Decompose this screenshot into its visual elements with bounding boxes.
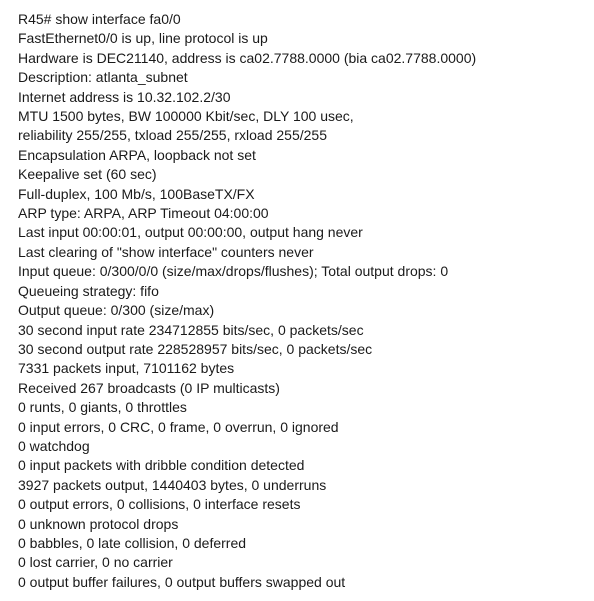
- input-rate-line: 30 second input rate 234712855 bits/sec, 0 packets/sec: [18, 321, 364, 338]
- packets-input-line: 7331 packets input, 7101162 bytes: [18, 360, 235, 377]
- description-line: Description: atlanta_subnet: [18, 69, 188, 86]
- input-errors-line: 0 input errors, 0 CRC, 0 frame, 0 overrun, 0 ignored: [18, 418, 339, 435]
- carrier-line: 0 lost carrier, 0 no carrier: [18, 554, 173, 571]
- mtu-line: MTU 1500 bytes, BW 100000 Kbit/sec, DLY 100 usec,: [18, 108, 354, 125]
- interface-status-line: FastEthernet0/0 is up, line protocol is up: [18, 30, 268, 47]
- queueing-strategy-line: Queueing strategy: fifo: [18, 282, 159, 299]
- dribble-line: 0 input packets with dribble condition detected: [18, 457, 305, 474]
- terminal-output: [18, 10, 588, 592]
- keepalive-line: Keepalive set (60 sec): [18, 166, 157, 183]
- input-queue-line: Input queue: 0/300/0/0 (size/max/drops/flushes); Total output drops: 0: [18, 263, 449, 280]
- last-input-line: Last input 00:00:01, output 00:00:00, output hang never: [18, 224, 363, 241]
- internet-address-line: Internet address is 10.32.102.2/30: [18, 88, 231, 105]
- unknown-protocol-line: 0 unknown protocol drops: [18, 515, 179, 532]
- encapsulation-line: Encapsulation ARPA, loopback not set: [18, 146, 256, 163]
- command-line: R45# show interface fa0/0: [18, 11, 181, 27]
- packets-output-line: 3927 packets output, 1440403 bytes, 0 underruns: [18, 476, 327, 493]
- arp-line: ARP type: ARPA, ARP Timeout 04:00:00: [18, 205, 269, 222]
- buffer-failures-line: 0 output buffer failures, 0 output buffers swapped out: [18, 573, 346, 590]
- output-errors-line: 0 output errors, 0 collisions, 0 interface resets: [18, 496, 301, 513]
- broadcasts-line: Received 267 broadcasts (0 IP multicasts): [18, 379, 280, 396]
- watchdog-line: 0 watchdog: [18, 437, 90, 454]
- duplex-line: Full-duplex, 100 Mb/s, 100BaseTX/FX: [18, 185, 255, 202]
- reliability-line: reliability 255/255, txload 255/255, rxload 255/255: [18, 127, 327, 144]
- hardware-line: Hardware is DEC21140, address is ca02.7788.0000 (bia ca02.7788.0000): [18, 49, 477, 66]
- output-rate-line: 30 second output rate 228528957 bits/sec, 0 packets/sec: [18, 340, 373, 357]
- output-queue-line: Output queue: 0/300 (size/max): [18, 302, 215, 319]
- last-clearing-line: Last clearing of "show interface" counters never: [18, 243, 314, 260]
- babbles-line: 0 babbles, 0 late collision, 0 deferred: [18, 534, 247, 551]
- runts-line: 0 runts, 0 giants, 0 throttles: [18, 399, 187, 416]
